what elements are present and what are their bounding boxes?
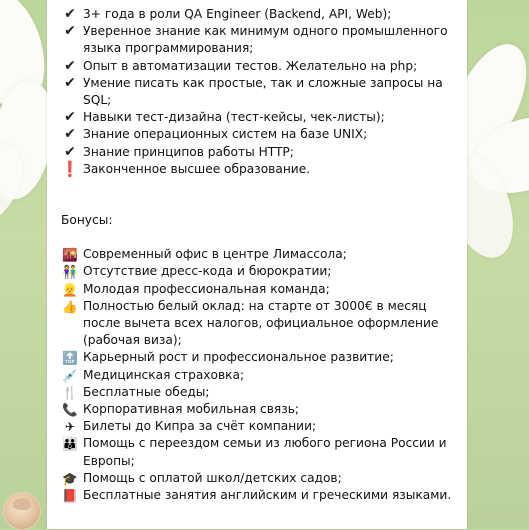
requirements-item-text: Умение писать как простые, так и сложные запросы на SQL; [83,75,443,108]
requirements-item-text: Опыт в автоматизации тестов. Желательно на php; [83,58,418,73]
requirements-item-text: Уверенное знание как минимум одного промышленного языка программирования; [83,24,448,56]
airplane-icon: ✈ [64,419,76,435]
sender-avatar[interactable] [3,492,41,530]
fork-knife-icon: 🍴 [62,384,78,400]
check-icon: ✔ [64,109,76,126]
requirements-item [61,58,461,75]
requirements-item-text: 3+ года в роли QA Engineer (Backend, API, Web); [83,7,392,21]
bonuses-item [61,384,461,401]
bonuses-item-text: Отсутствие дресс-кода и бюрократии; [83,264,332,279]
message-text [61,6,461,504]
bonuses-item-text: Бесплатные обеды; [83,384,210,399]
bonuses-item [61,401,461,418]
check-icon: ✔ [64,6,76,22]
bonuses-item-text: Помощь с оплатой школ/детских садов; [83,470,342,485]
requirements-item [61,23,461,57]
family-icon: 👪 [62,436,78,452]
bonuses-item-text: Помощь с переездом семьи из любого региона России и Европы; [83,436,447,468]
bonuses-item-text: Молодая профессиональная команда; [83,281,330,296]
face-icon: 👱 [62,281,78,297]
bonuses-item [61,246,461,263]
exclamation-icon: ❗ [60,159,80,178]
bonuses-item-text: Медицинская страховка; [83,367,245,382]
bonuses-item-text: Полностью белый оклад: на старте от 3000€ в месяц после вычета всех налогов, официальное оформление (рабочая виза); [83,298,439,348]
city-icon: 🌇 [62,247,78,263]
bonuses-item-text: Корпоративная мобильная связь; [83,402,300,417]
requirements-item [61,126,461,143]
check-icon: ✔ [64,74,76,91]
bonuses-item-text: Бесплатные занятия английским и греческими языками. [83,488,452,503]
requirements-item [61,75,461,109]
bonuses-item [61,349,461,366]
bonuses-item [61,281,461,298]
thumbs-up-icon: 👍 [62,298,78,314]
bonuses-item-text: Современный офис в центре Лимассола; [83,247,347,262]
bonuses-item [61,487,461,504]
top-arrow-icon: 🔝 [62,350,78,366]
graduation-cap-icon: 🎓 [62,470,78,486]
bonuses-item [61,470,461,487]
bonuses-item [61,298,461,350]
check-icon: ✔ [64,57,76,74]
requirements-item-text: Знание операционных систем на базе UNIX; [83,127,368,142]
check-icon: ✔ [64,143,76,160]
bonuses-item-text: Карьерный рост и профессиональное развитие; [83,350,394,365]
bonuses-list [61,246,461,504]
requirements-item [61,161,461,178]
requirements-item-text: Навыки тест-дизайна (тест-кейсы, чек-листы); [83,110,385,125]
bonuses-item [61,367,461,384]
requirements-item [61,144,461,161]
requirements-item [61,6,461,23]
bonuses-title: Бонусы: [61,213,113,228]
syringe-icon: 💉 [62,367,78,383]
book-icon: 📕 [62,488,78,504]
check-icon: ✔ [64,126,76,143]
requirements-item-text: Знание принципов работы HTTP; [83,144,294,159]
check-icon: ✔ [64,23,76,40]
bonuses-item [61,418,461,435]
phone-icon: 📞 [62,402,78,418]
bonuses-item-text: Билеты до Кипра за счёт компании; [83,419,317,434]
bonuses-item [61,263,461,280]
bonuses-item [61,435,461,469]
requirements-list [61,6,461,178]
requirements-item-text: Законченное высшее образование. [83,161,311,176]
requirements-item [61,109,461,126]
people-icon: 👫 [62,264,78,280]
